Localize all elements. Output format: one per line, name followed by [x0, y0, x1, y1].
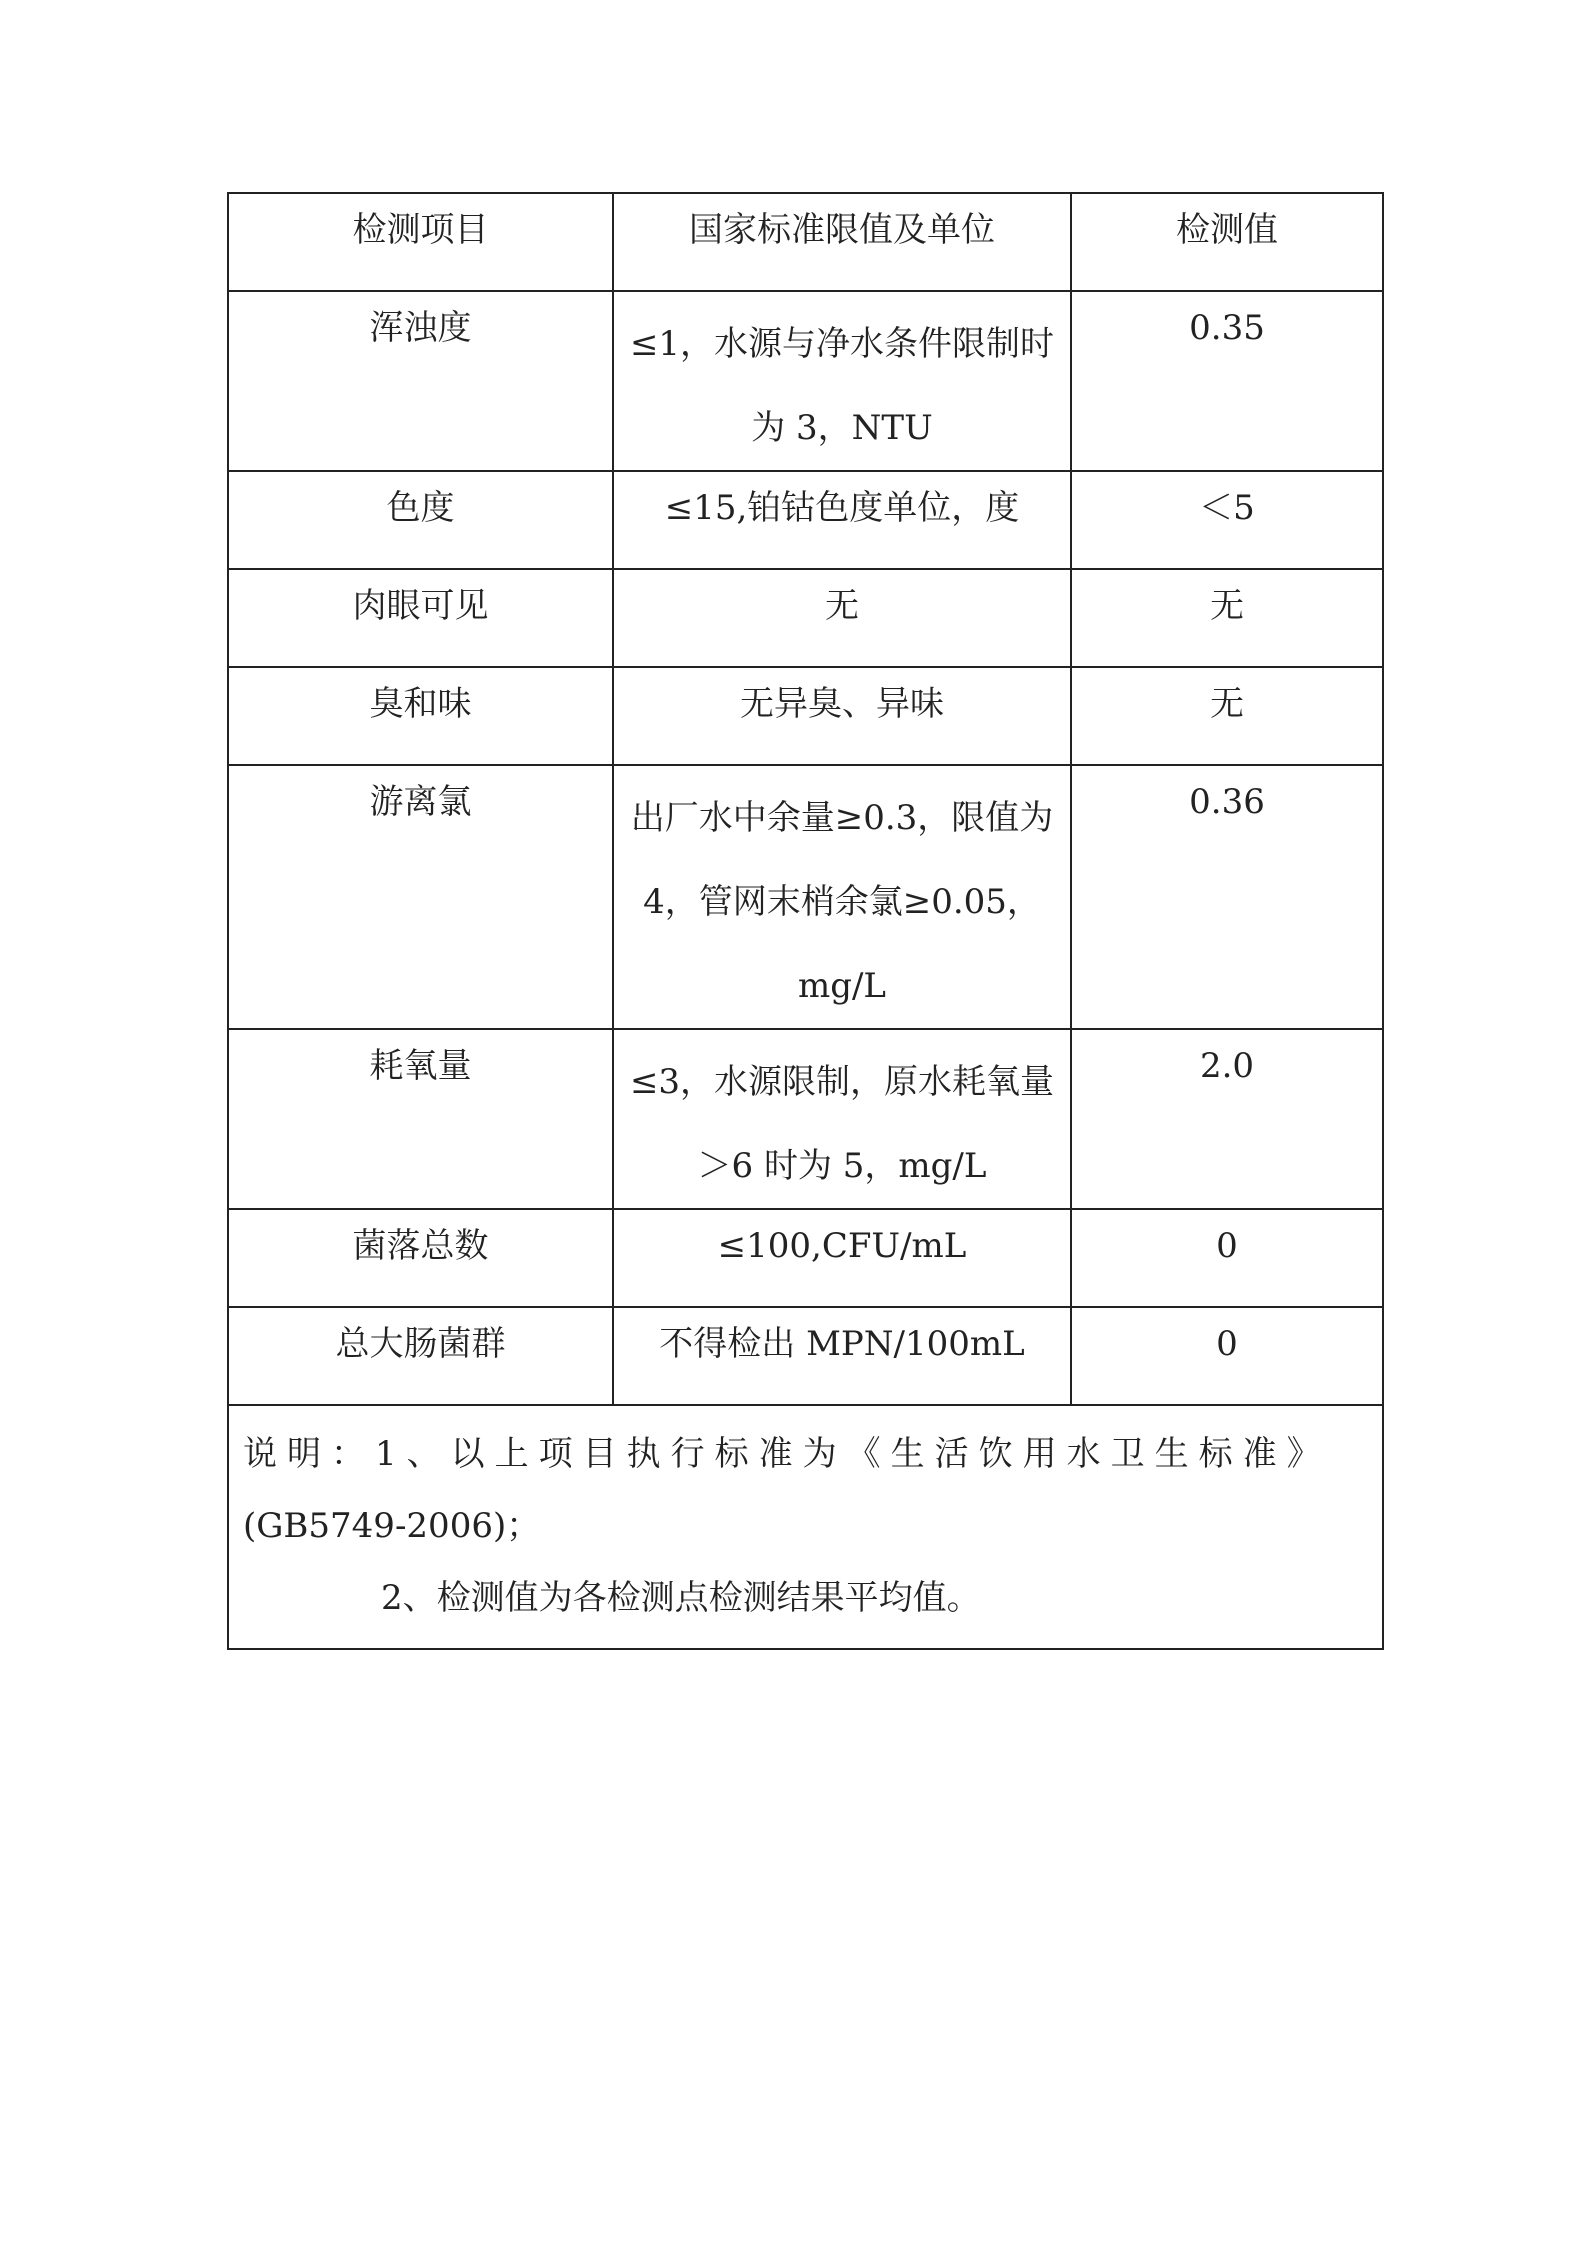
- table-row: [228, 1209, 1383, 1307]
- row-item: 浑浊度: [228, 291, 613, 471]
- row-value: 0.36: [1071, 765, 1383, 1029]
- row-value: 0.35: [1071, 291, 1383, 471]
- header-standard: 国家标准限值及单位: [613, 193, 1071, 291]
- row-item: 菌落总数: [228, 1209, 613, 1307]
- row-item: 色度: [228, 471, 613, 569]
- table-row: [228, 667, 1383, 765]
- row-value: 2.0: [1071, 1029, 1383, 1209]
- note-line-2: (GB5749-2006)；: [243, 1506, 541, 1546]
- note-row: [228, 1405, 1383, 1649]
- note-cell: [228, 1405, 1383, 1649]
- table-row: [228, 471, 1383, 569]
- row-item: 耗氧量: [228, 1029, 613, 1209]
- row-standard: ≤1，水源与净水条件限制时为 3，NTU: [613, 291, 1071, 471]
- table-row: [228, 1029, 1383, 1209]
- water-quality-table: [227, 192, 1384, 1650]
- row-value: ＜5: [1071, 471, 1383, 569]
- row-standard: 无异臭、异味: [613, 667, 1071, 765]
- table-row: [228, 765, 1383, 1029]
- header-item: 检测项目: [228, 193, 613, 291]
- note-line-1: 说明：1、以上项目执行标准为《生活饮用水卫生标准》: [243, 1434, 1331, 1474]
- row-value: 无: [1071, 569, 1383, 667]
- row-value: 无: [1071, 667, 1383, 765]
- row-value: 0: [1071, 1209, 1383, 1307]
- row-item: 肉眼可见: [228, 569, 613, 667]
- row-item: 总大肠菌群: [228, 1307, 613, 1405]
- row-standard: ≤100,CFU/mL: [613, 1209, 1071, 1307]
- row-value: 0: [1071, 1307, 1383, 1405]
- table-row: [228, 569, 1383, 667]
- row-standard: ≤15,铂钴色度单位，度: [613, 471, 1071, 569]
- table-row: [228, 1307, 1383, 1405]
- row-item: 臭和味: [228, 667, 613, 765]
- header-value: 检测值: [1071, 193, 1383, 291]
- row-standard: ≤3，水源限制，原水耗氧量＞6 时为 5，mg/L: [613, 1029, 1071, 1209]
- table-header-row: [228, 193, 1383, 291]
- row-item: 游离氯: [228, 765, 613, 1029]
- table-row: [228, 291, 1383, 471]
- row-standard: 不得检出 MPN/100mL: [613, 1307, 1071, 1405]
- row-standard: 无: [613, 569, 1071, 667]
- row-standard: 出厂水中余量≥0.3，限值为 4，管网末梢余氯≥0.05，mg/L: [613, 765, 1071, 1029]
- note-line-3: 2、检测值为各检测点检测结果平均值。: [381, 1578, 981, 1618]
